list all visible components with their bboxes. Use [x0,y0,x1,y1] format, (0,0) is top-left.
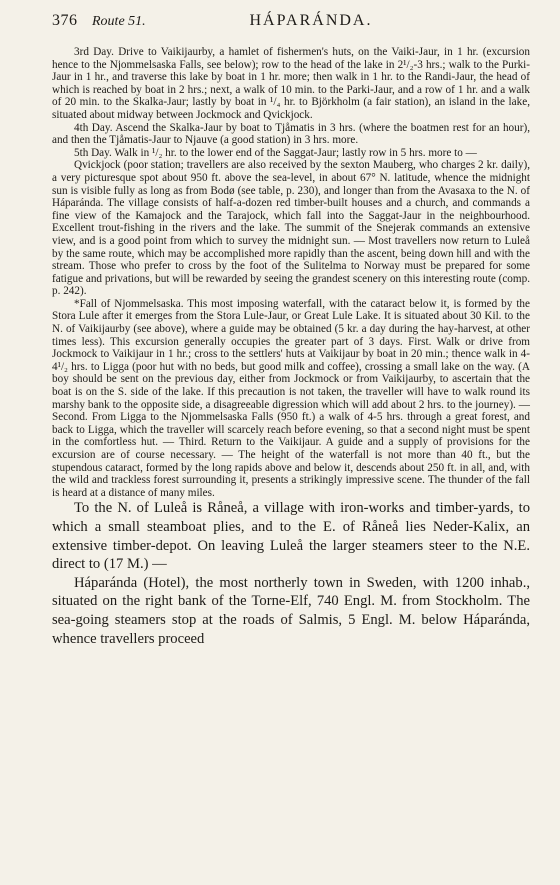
paragraph-qvickjock: Qvickjock (poor station; travellers are also received by the sexton Mauberg, who charges 2 kr. daily), a very picturesque spot about 950 ft. above the sea-level, in about 67° N. latitude, whence the midnight sun is visible fully as long as from Bodø (see table, p. 230), and longer than from the Avasaxa to the N. of Háparánda. The village consists of half-a-dozen red timber-built houses and a church, and commands a fine view of the Kamajock and the Tarajock, which fall into the Saggat-Jaur in the neighbourhood. Excellent trout-fishing in the rivers and the lake. The summit of the Snejerak commands an extensive view, and is a good point from which to survey the midnight sun. — Most travellers now return to Luleå by the same route, which may be accomplished more rapidly than the ascent, being down hill and with the stream. Those who prefer to cross by the foot of the Sulitelma to Norway must be prepared for some fatigue and privations, but will be rewarded by seeing the grandest scenery on this interesting route (comp. p. 242). [52,159,530,298]
route-label: Route 51. [92,14,146,29]
paragraph-njommelsaska-fall: *Fall of Njommelsaska. This most imposing waterfall, with the cataract below it, is formed by the Stora Lule after it emerges from the Stora Lule-Jaur, or Great Lule Lake. It is situated about 30 Kil. to the N. of Vaikijaurby (see above), where a guide may be obtained (5 kr. a day during the hay-harvest, at other times less). This excursion generally occupies the greater part of 3 days. First. Walk or drive from Jockmock to Vaikijaur in 1 hr.; cross to the settlers' huts at Vaikijaur by boat in 20 min.; thence walk in 4-4¹/₂ hrs. to Ligga (poor hut with no beds, but good milk and coffee), crossing a small lake on the way. (A boy should be sent on the previous day, either from Jockmock or from Vaikijaurby, to ascertain that the boat is on the S. side of the lake. If this precaution is not taken, the traveller will have to walk round its marshy bank to the opposite side, a disagreeable digression which will add about 2 hrs. to the journey). — Second. From Ligga to the Njommelsaska Falls (950 ft.) a walk of 4-5 hrs. through a great forest, and back to Ligga, which the traveller will scarcely reach before evening, so that a second night must be spent in the comfortless hut. — Third. Return to the Vaikijaur. A guide and a supply of provisions for the excursion are of course necessary. — The height of the waterfall is not more than 40 ft., but the stupendous cataract, formed by the long rapids above and below it, descends about 250 ft. in all, and, with the wild and trackless forest surrounding it, presents a strikingly impressive scene. The thunder of the fall is heard at a distance of many miles. [52,297,530,499]
page-number: 376 [52,12,78,29]
paragraph-5th-day: 5th Day. Walk in ¹/₂ hr. to the lower end of the Saggat-Jaur; lastly row in 5 hrs. more to — [74,146,477,159]
running-title: HÁPARÁNDA. [249,12,373,29]
paragraph-3rd-day: 3rd Day. Drive to Vaikijaurby, a hamlet of fishermen's huts, on the Vaiki-Jaur, in 1 hr. (excursion hence to the Njommelsaska Falls, see below); row to the head of the lake in 2¹/₂-3 hrs.; walk to the Purki-Jaur in 1 hr., and traverse this lake by boat in 1 hr. more; then walk in 1 hr. to the Randi-Jaur, the head of which is reached by boat in 2 hrs.; next, a walk of 10 min. to the Parki-Jaur, and a row of 1 hr. and a walk of 20 min. to the Skalka-Jaur; lastly by boat in ¹/₄ hr. to Björkholm (a fair station), an island in the lake, situated about midway between Jockmock and Qvickjock. [52,46,530,121]
paragraph-4th-day: 4th Day. Ascend the Skalka-Jaur by boat to Tjåmatis in 3 hrs. (where the boatmen rest for an hour), and then the Tjåmatis-Jaur to Njauve (a good station) in 3 hrs. more. [52,121,530,147]
page-header [52,12,530,34]
paragraph-ranea: To the N. of Luleå is Råneå, a village with iron-works and timber-yards, to which a small steamboat plies, and to the E. of Råneå lies Neder-Kalix, an extensive timber-depot. On leaving Luleå the larger steamers steer to the N.E. direct to (17 M.) — [52,500,530,573]
paragraph-haparanda: Háparánda (Hotel), the most northerly town in Sweden, with 1200 inhab., situated on the right bank of the Torne-Elf, 740 Engl. M. from Stockholm. The sea-going steamers stop at the roads of Salmis, 5 Engl. M. below Háparánda, whence travellers proceed [52,574,530,647]
